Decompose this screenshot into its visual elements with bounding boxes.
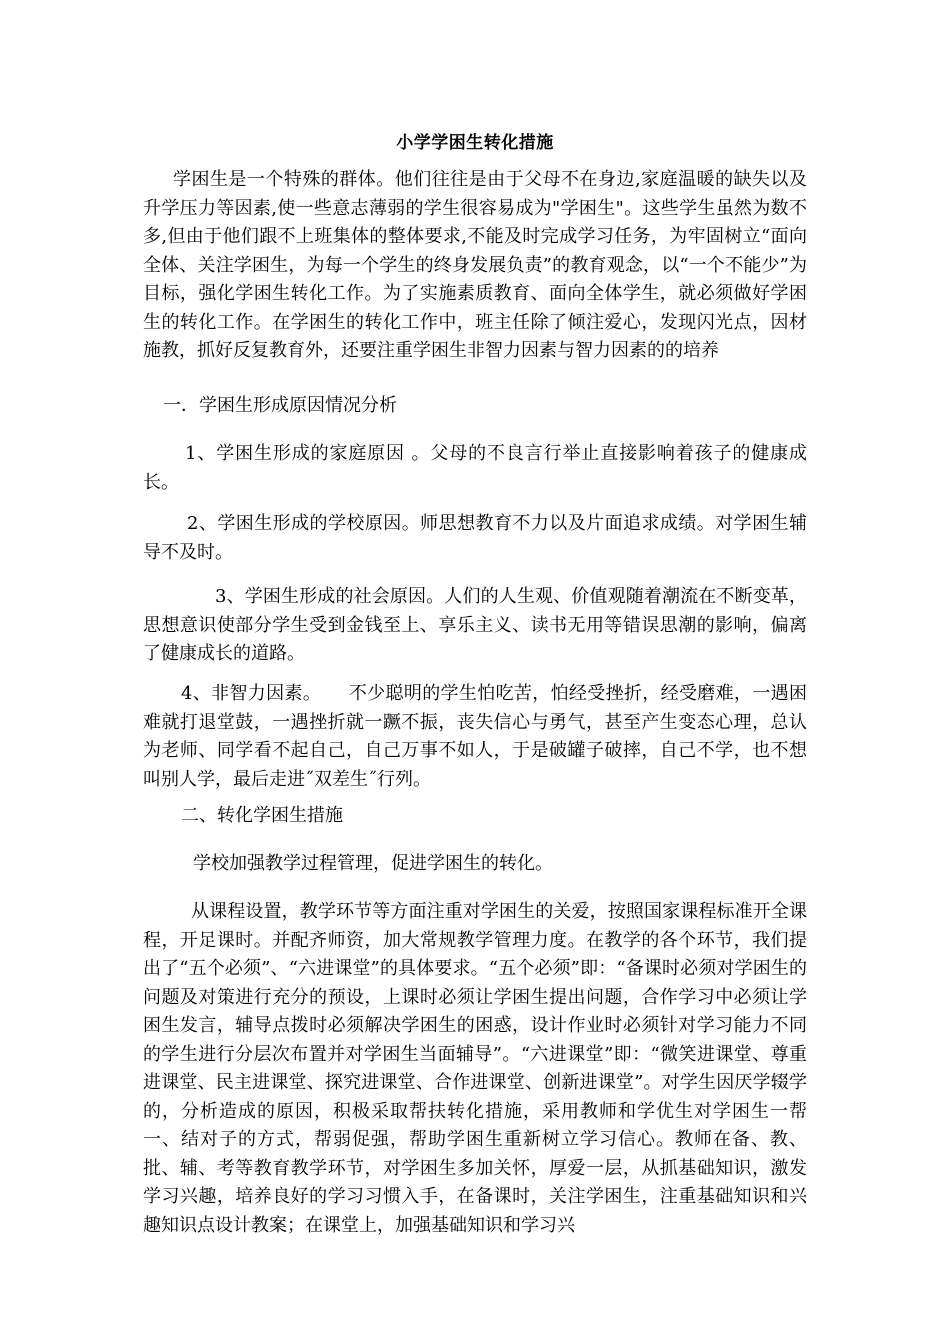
reason-non-intellectual-paragraph: 4、非智力因素。 不少聪明的学生怕吃苦，怕经受挫折，经受磨难，一遇困难就打退堂鼓，一遇挫折就一蹶不振，丧失信心与勇气，甚至产生变态心理，总认为老师、同学看不起自己，自己万事不如人，于是破罐子破摔，自己不学，也不想叫别人学，最后走进˝双差生˝行列。 [143, 683, 807, 790]
measure-body-paragraph: 从课程设置，教学环节等方面注重对学困生的关爱，按照国家课程标准开全课程，开足课时。并配齐师资，加大常规教学管理力度。在教学的各个环节，我们提出了“五个必须”、“六进课堂”的具体要求。“五个必须”即：“备课时必须对学困生的问题及对策进行充分的预设，上课时必须让学困生提出问题，合作学习中必须让学困生发言，辅导点拨时必须解决学困生的困惑，设计作业时必须针对学习能力不同的学生进行分层次布置并对学困生当面辅导”。“六进课堂”即：“微笑进课堂、尊重进课堂、民主进课堂、探究进课堂、合作进课堂、创新进课堂”。对学生因厌学辍学的，分析造成的原因，积极采取帮扶转化措施，采用教师和学优生对学困生一帮一、结对子的方式，帮弱促强，帮助学困生重新树立学习信心。教师在备、教、批、辅、考等教育教学环节，对学困生多加关怀，厚爱一层，从抓基础知识，激发学习兴趣，培养良好的学习习惯入手，在备课时，关注学困生，注重基础知识和兴趣知识点设计教案；在课堂上，加强基础知识和学习兴 [143, 901, 807, 1236]
intro-paragraph: 学困生是一个特殊的群体。他们往往是由于父母不在身边,家庭温暖的缺失以及升学压力等因素,使一些意志薄弱的学生很容易成为"学困生"。这些学生虽然为数不多,但由于他们跟不上班集体的整体要求,不能及时完成学习任务，为牢固树立“面向全体、关注学困生，为每一个学生的终身发展负责”的教育观念，以“一个不能少”为目标，强化学困生转化工作。为了实施素质教育、面向全体学生，就必须做好学困生的转化工作。在学困生的转化工作中，班主任除了倾注爱心，发现闪光点，因材施教，抓好反复教育外，还要注重学困生非智力因素与智力因素的的培养 [143, 169, 807, 361]
section-one-heading: 一．学困生形成原因情况分析 [163, 395, 397, 416]
reason-school-paragraph: 2、学困生形成的学校原因。师思想教育不力以及片面追求成绩。对学困生辅导不及时。 [143, 513, 807, 563]
section-two-heading: 二、转化学困生措施 [181, 805, 343, 826]
reason-family-paragraph: 1、学困生形成的家庭原因 。父母的不良言行举止直接影响着孩子的健康成长。 [143, 443, 807, 493]
reason-society-paragraph: 3、学困生形成的社会原因。人们的人生观、价值观随着潮流在不断变革，思想意识使部分学生受到金钱至上、享乐主义、读书无用等错误思潮的影响，偏离了健康成长的道路。 [143, 586, 807, 664]
school-measure-paragraph: 学校加强教学过程管理，促进学困生的转化。 [193, 853, 553, 874]
document-title: 小学学困生转化措施 [396, 133, 554, 153]
